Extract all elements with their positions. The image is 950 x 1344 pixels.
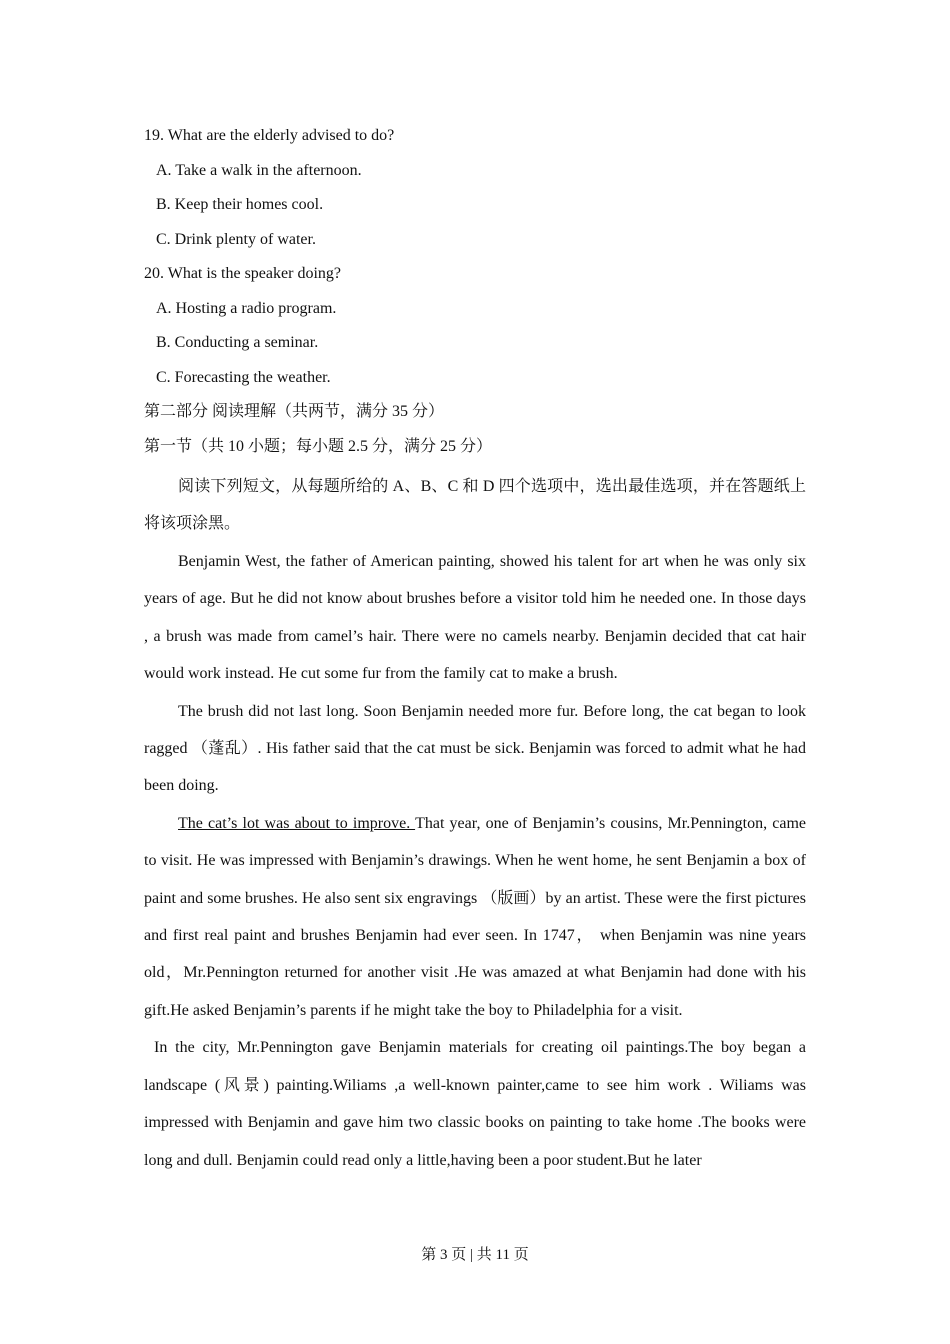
section-heading: 第一节（共 10 小题；每小题 2.5 分，满分 25 分） (144, 438, 493, 455)
passage-paragraph-1: Benjamin West, the father of American painting, showed his talent for art when he was only six years of age. But he did not know about brushes before a visitor told him he needed one. In those days , a brush was made from camel’s hair. There were no camels nearby. Benjamin decided that cat hair would work instead. He cut some fur from the family cat to make a brush. (144, 553, 806, 683)
question-20-option-b: B. Conducting a seminar. (156, 334, 319, 351)
part-heading: 第二部分 阅读理解（共两节，满分 35 分） (144, 403, 445, 420)
question-19-option-c: C. Drink plenty of water. (156, 230, 316, 248)
passage-paragraph-3 (144, 805, 806, 1029)
question-19-option-a: A. Take a walk in the afternoon. (156, 161, 362, 179)
page-footer: 第 3 页 | 共 11 页 (421, 1247, 529, 1263)
passage-paragraph-3-text: That year, one of Benjamin’s cousins, Mr.Pennington, came to visit. He was impressed with Benjamin’s drawings. When he went home, he sent Benjamin a box of paint and some brushes. He also sent six engravings （版画）by an artist. These were the first pictures and first real paint and brushes Benjamin had ever seen. In 1747， when Benjamin was nine years old，Mr.Pennington returned for another visit .He was amazed at what Benjamin had done with his gift.He asked Benjamin’s parents if he might take the boy to Philadelphia for a visit. (144, 814, 806, 1019)
passage-paragraph-4: In the city, Mr.Pennington gave Benjamin materials for creating oil paintings.The boy began a landscape (风景) painting.Wiliams ,a well-known painter,came to see him work . Wiliams was impressed with Benjamin and gave him two classic books on painting to take home .The books were long and dull. Benjamin could read only a little,having been a poor student.But he later (144, 1039, 806, 1169)
question-19-stem: 19. What are the elderly advised to do? (144, 127, 395, 144)
question-20-stem: 20. What is the speaker doing? (144, 265, 341, 282)
document-page (144, 122, 806, 1179)
question-19-option-b: B. Keep their homes cool. (156, 196, 324, 213)
question-20-option-c: C. Forecasting the weather. (156, 368, 331, 386)
underlined-sentence: The cat’s lot was about to improve. (178, 814, 416, 832)
reading-instructions: 阅读下列短文，从每题所给的 A、B、C 和 D 四个选项中，选出最佳选项，并在答题纸上将该项涂黑。 (144, 478, 806, 532)
passage-paragraph-2: The brush did not last long. Soon Benjamin needed more fur. Before long, the cat began to look ragged （蓬乱）. His father said that the cat must be sick. Benjamin was forced to admit what he had been doing. (144, 702, 806, 795)
question-20-option-a: A. Hosting a radio program. (156, 299, 337, 317)
